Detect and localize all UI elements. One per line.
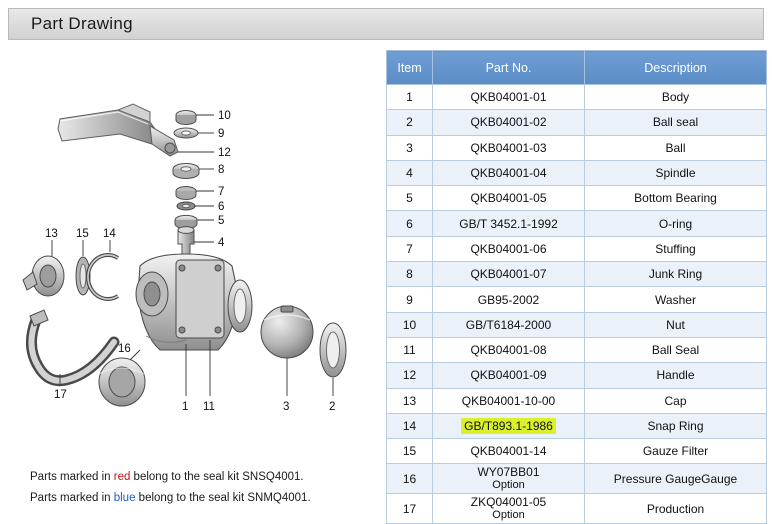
table-row	[387, 388, 767, 413]
callout-2: 2	[329, 401, 336, 413]
cell-item: 4	[387, 160, 433, 185]
part-handle	[58, 104, 178, 156]
callout-13: 13	[45, 228, 58, 240]
note-red-prefix: Parts marked in	[30, 471, 114, 483]
cell-item: 9	[387, 287, 433, 312]
cell-item: 10	[387, 312, 433, 337]
parts-table-body	[387, 85, 767, 524]
cell-part-no: QKB04001-01	[433, 85, 585, 110]
cell-description: Stuffing	[585, 236, 767, 261]
cell-item: 16	[387, 464, 433, 494]
table-row	[387, 211, 767, 236]
cell-description: Junk Ring	[585, 262, 767, 287]
cell-item: 14	[387, 413, 433, 438]
cell-description: Gauze Filter	[585, 439, 767, 464]
highlighted-part-no: GB/T893.1-1986	[461, 418, 556, 434]
callout-12: 12	[218, 147, 231, 159]
cell-item: 12	[387, 363, 433, 388]
cell-part-no: QKB04001-10-00	[433, 388, 585, 413]
cell-description: Ball seal	[585, 110, 767, 135]
cell-item: 17	[387, 494, 433, 524]
cell-item: 13	[387, 388, 433, 413]
part-body	[136, 254, 238, 350]
cell-item: 8	[387, 262, 433, 287]
table-row	[387, 363, 767, 388]
callout-17: 17	[54, 389, 67, 401]
callout-3: 3	[283, 401, 290, 413]
cell-description: O-ring	[585, 211, 767, 236]
table-row	[387, 236, 767, 261]
note-seal-kit-blue	[30, 492, 311, 504]
callout-5: 5	[218, 215, 225, 227]
cell-item: 6	[387, 211, 433, 236]
cell-description: Production	[585, 494, 767, 524]
part-ball	[261, 306, 313, 358]
page-title: Part Drawing	[31, 14, 133, 33]
callout-4: 4	[218, 237, 225, 249]
table-row	[387, 135, 767, 160]
part-drawing-panel	[0, 44, 385, 504]
table-row	[387, 262, 767, 287]
cell-part-no: QKB04001-02	[433, 110, 585, 135]
table-row	[387, 85, 767, 110]
cell-part-no: QKB04001-07	[433, 262, 585, 287]
table-row	[387, 413, 767, 438]
table-header-row	[387, 51, 767, 85]
column-header-description: Description	[585, 51, 767, 85]
cell-description: Pressure GaugeGauge	[585, 464, 767, 494]
cell-description: Ball	[585, 135, 767, 160]
cell-description: Bottom Bearing	[585, 186, 767, 211]
cell-part-no: QKB04001-08	[433, 337, 585, 362]
cell-part-no: QKB04001-09	[433, 363, 585, 388]
note-blue-prefix: Parts marked in	[30, 492, 114, 504]
table-row	[387, 160, 767, 185]
part-stack	[173, 111, 199, 269]
note-blue-suffix: belong to the seal kit SNMQ4001.	[135, 492, 311, 504]
exploded-assembly-diagram	[0, 44, 385, 494]
cell-part-option: Option	[492, 509, 525, 522]
parts-table	[386, 50, 767, 524]
cell-part-no: QKB04001-14	[433, 439, 585, 464]
cell-part-no: GB95-2002	[433, 287, 585, 312]
table-row	[387, 110, 767, 135]
cell-description: Spindle	[585, 160, 767, 185]
callout-15: 15	[76, 228, 89, 240]
cell-description: Washer	[585, 287, 767, 312]
callout-14: 14	[103, 228, 116, 240]
table-row	[387, 287, 767, 312]
cell-description: Body	[585, 85, 767, 110]
callout-9: 9	[218, 128, 225, 140]
cell-part-no: QKB04001-04	[433, 160, 585, 185]
table-row	[387, 494, 767, 524]
cell-part-no: GB/T 3452.1-1992	[433, 211, 585, 236]
parts-table-container	[386, 50, 766, 524]
callout-16: 16	[118, 343, 131, 355]
table-row	[387, 312, 767, 337]
cell-description: Handle	[585, 363, 767, 388]
cell-part-option: Option	[492, 479, 525, 492]
cell-description: Ball Seal	[585, 337, 767, 362]
cell-part-no: WY07BB01 Option	[433, 464, 585, 494]
callout-7: 7	[218, 186, 225, 198]
callout-6: 6	[218, 201, 225, 213]
cell-description: Cap	[585, 388, 767, 413]
cell-part-no: QKB04001-06	[433, 236, 585, 261]
note-seal-kit-red	[30, 471, 304, 483]
part-cap-group	[23, 255, 118, 299]
note-red-word: red	[113, 471, 131, 483]
cell-part-no: QKB04001-05	[433, 186, 585, 211]
note-blue-word: blue	[113, 492, 136, 504]
cell-part-no: ZKQ04001-05 Option	[433, 494, 585, 524]
cell-item: 2	[387, 110, 433, 135]
column-header-part-no: Part No.	[433, 51, 585, 85]
note-red-suffix: belong to the seal kit SNSQ4001.	[130, 471, 304, 483]
cell-part-no	[433, 413, 585, 438]
cell-item: 11	[387, 337, 433, 362]
cell-part-no: GB/T6184-2000	[433, 312, 585, 337]
cell-item: 3	[387, 135, 433, 160]
cell-item: 7	[387, 236, 433, 261]
table-row	[387, 464, 767, 494]
callout-11: 11	[203, 401, 215, 413]
table-row	[387, 186, 767, 211]
callout-10: 10	[218, 110, 231, 122]
part-pipe	[30, 310, 145, 406]
table-row	[387, 337, 767, 362]
cell-item: 5	[387, 186, 433, 211]
page-header-bar	[8, 8, 764, 40]
table-row	[387, 439, 767, 464]
callout-1: 1	[182, 401, 189, 413]
cell-description: Snap Ring	[585, 413, 767, 438]
column-header-item: Item	[387, 51, 433, 85]
cell-description: Nut	[585, 312, 767, 337]
callout-8: 8	[218, 164, 225, 176]
cell-item: 15	[387, 439, 433, 464]
cell-item: 1	[387, 85, 433, 110]
cell-part-no: QKB04001-03	[433, 135, 585, 160]
